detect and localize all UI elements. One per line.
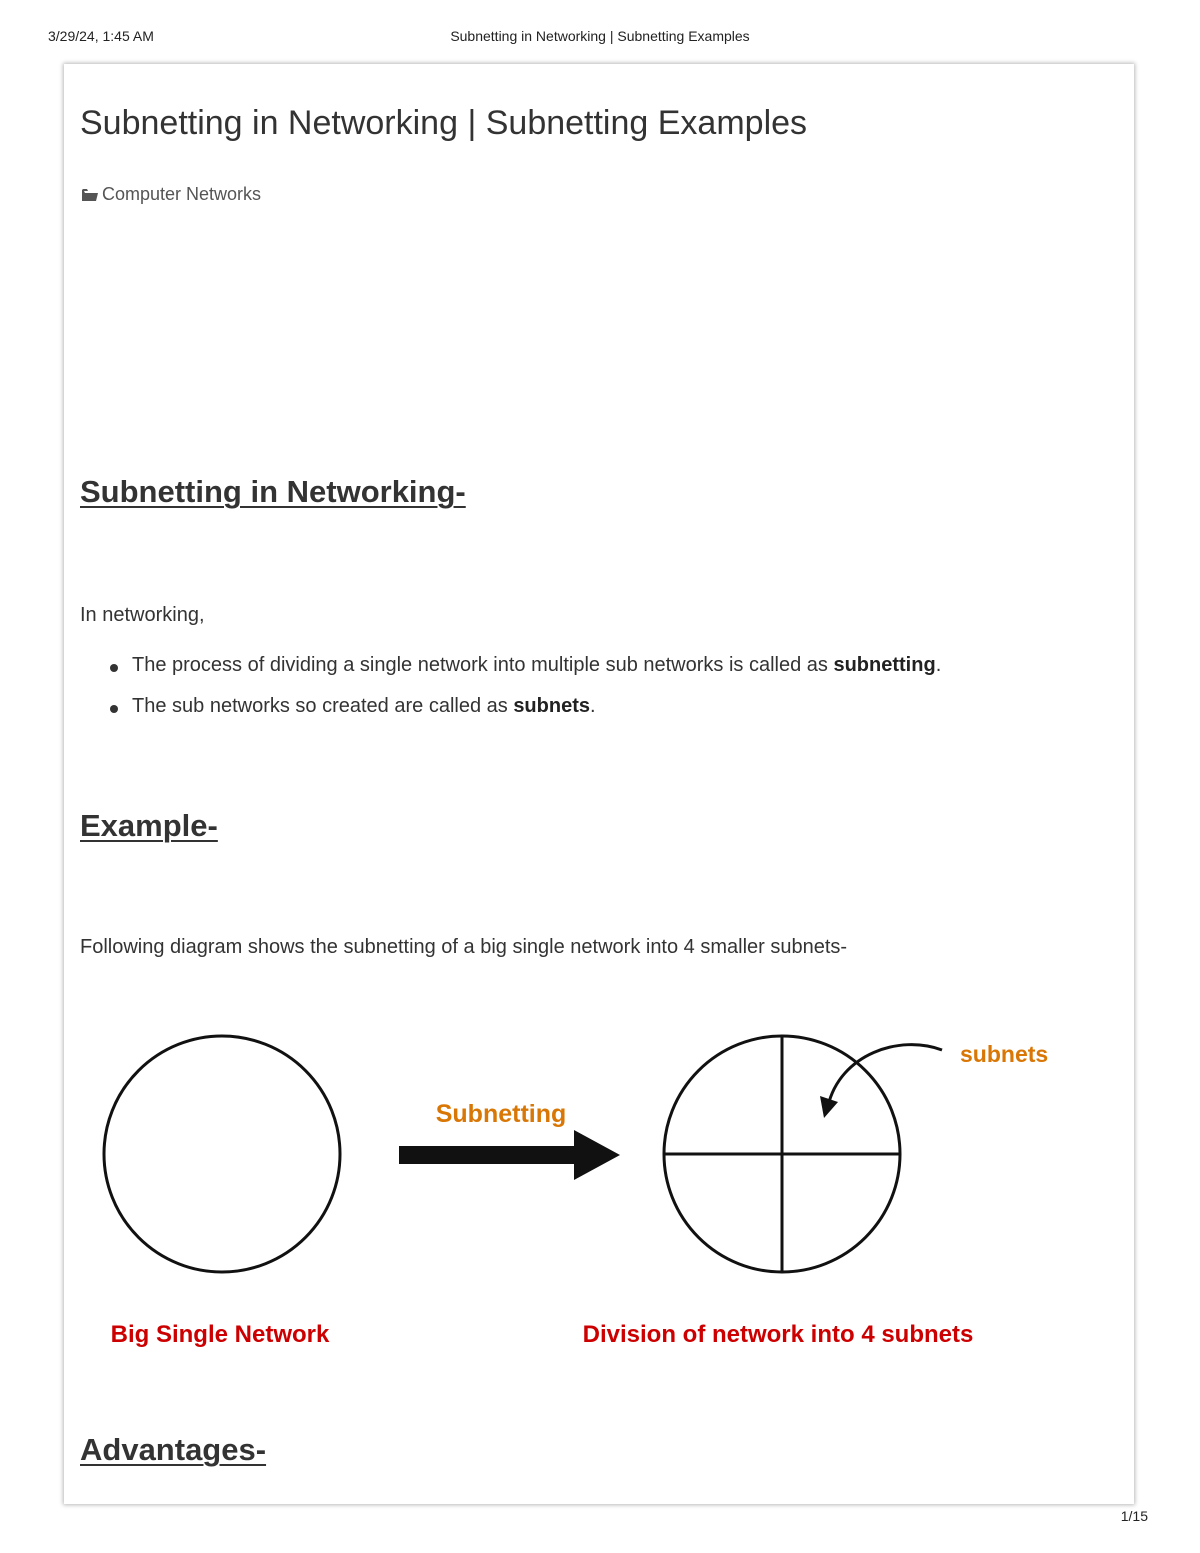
article-title: Subnetting in Networking | Subnetting Examples <box>80 104 808 142</box>
folder-icon <box>82 189 98 201</box>
subnets-circle <box>664 1036 900 1272</box>
print-title: Subnetting in Networking | Subnetting Examples <box>450 28 750 44</box>
section-heading-subnetting: Subnetting in Networking- <box>80 474 466 509</box>
section-heading-example: Example- <box>80 808 218 843</box>
right-arrow-icon <box>399 1130 620 1180</box>
bullet-icon <box>110 664 118 672</box>
bullet-bold: subnets <box>513 695 590 717</box>
bullet-text: The process of dividing a single network into multiple sub networks is called as <box>132 654 834 676</box>
print-date: 3/29/24, 1:45 AM <box>48 28 154 44</box>
bullet-text: The sub networks so created are called as <box>132 695 514 717</box>
pointer-label: subnets <box>960 1041 1049 1067</box>
single-network-circle <box>104 1036 340 1272</box>
page-number: 1/15 <box>1120 1508 1148 1524</box>
right-caption: Division of network into 4 subnets <box>582 1321 974 1348</box>
print-header <box>0 28 1200 48</box>
category-label: Computer Networks <box>102 184 262 204</box>
definition-list <box>80 654 941 736</box>
article-card <box>64 64 1134 1504</box>
list-item <box>80 654 941 695</box>
arrow-label: Subnetting <box>435 1100 567 1128</box>
category-link[interactable] <box>82 184 261 205</box>
list-item <box>80 695 941 736</box>
bullet-end: . <box>935 654 942 676</box>
intro-text: In networking, <box>80 604 205 626</box>
bullet-end: . <box>590 695 596 717</box>
bullet-icon <box>110 705 118 713</box>
left-caption: Big Single Network <box>110 1321 330 1348</box>
subnetting-diagram <box>80 1024 1120 1364</box>
section-heading-advantages: Advantages- <box>80 1432 267 1467</box>
pointer-arrow-icon <box>820 1045 942 1118</box>
example-text: Following diagram shows the subnetting of a big single network into 4 smaller subnets- <box>80 936 848 958</box>
bullet-bold: subnetting <box>833 654 936 676</box>
